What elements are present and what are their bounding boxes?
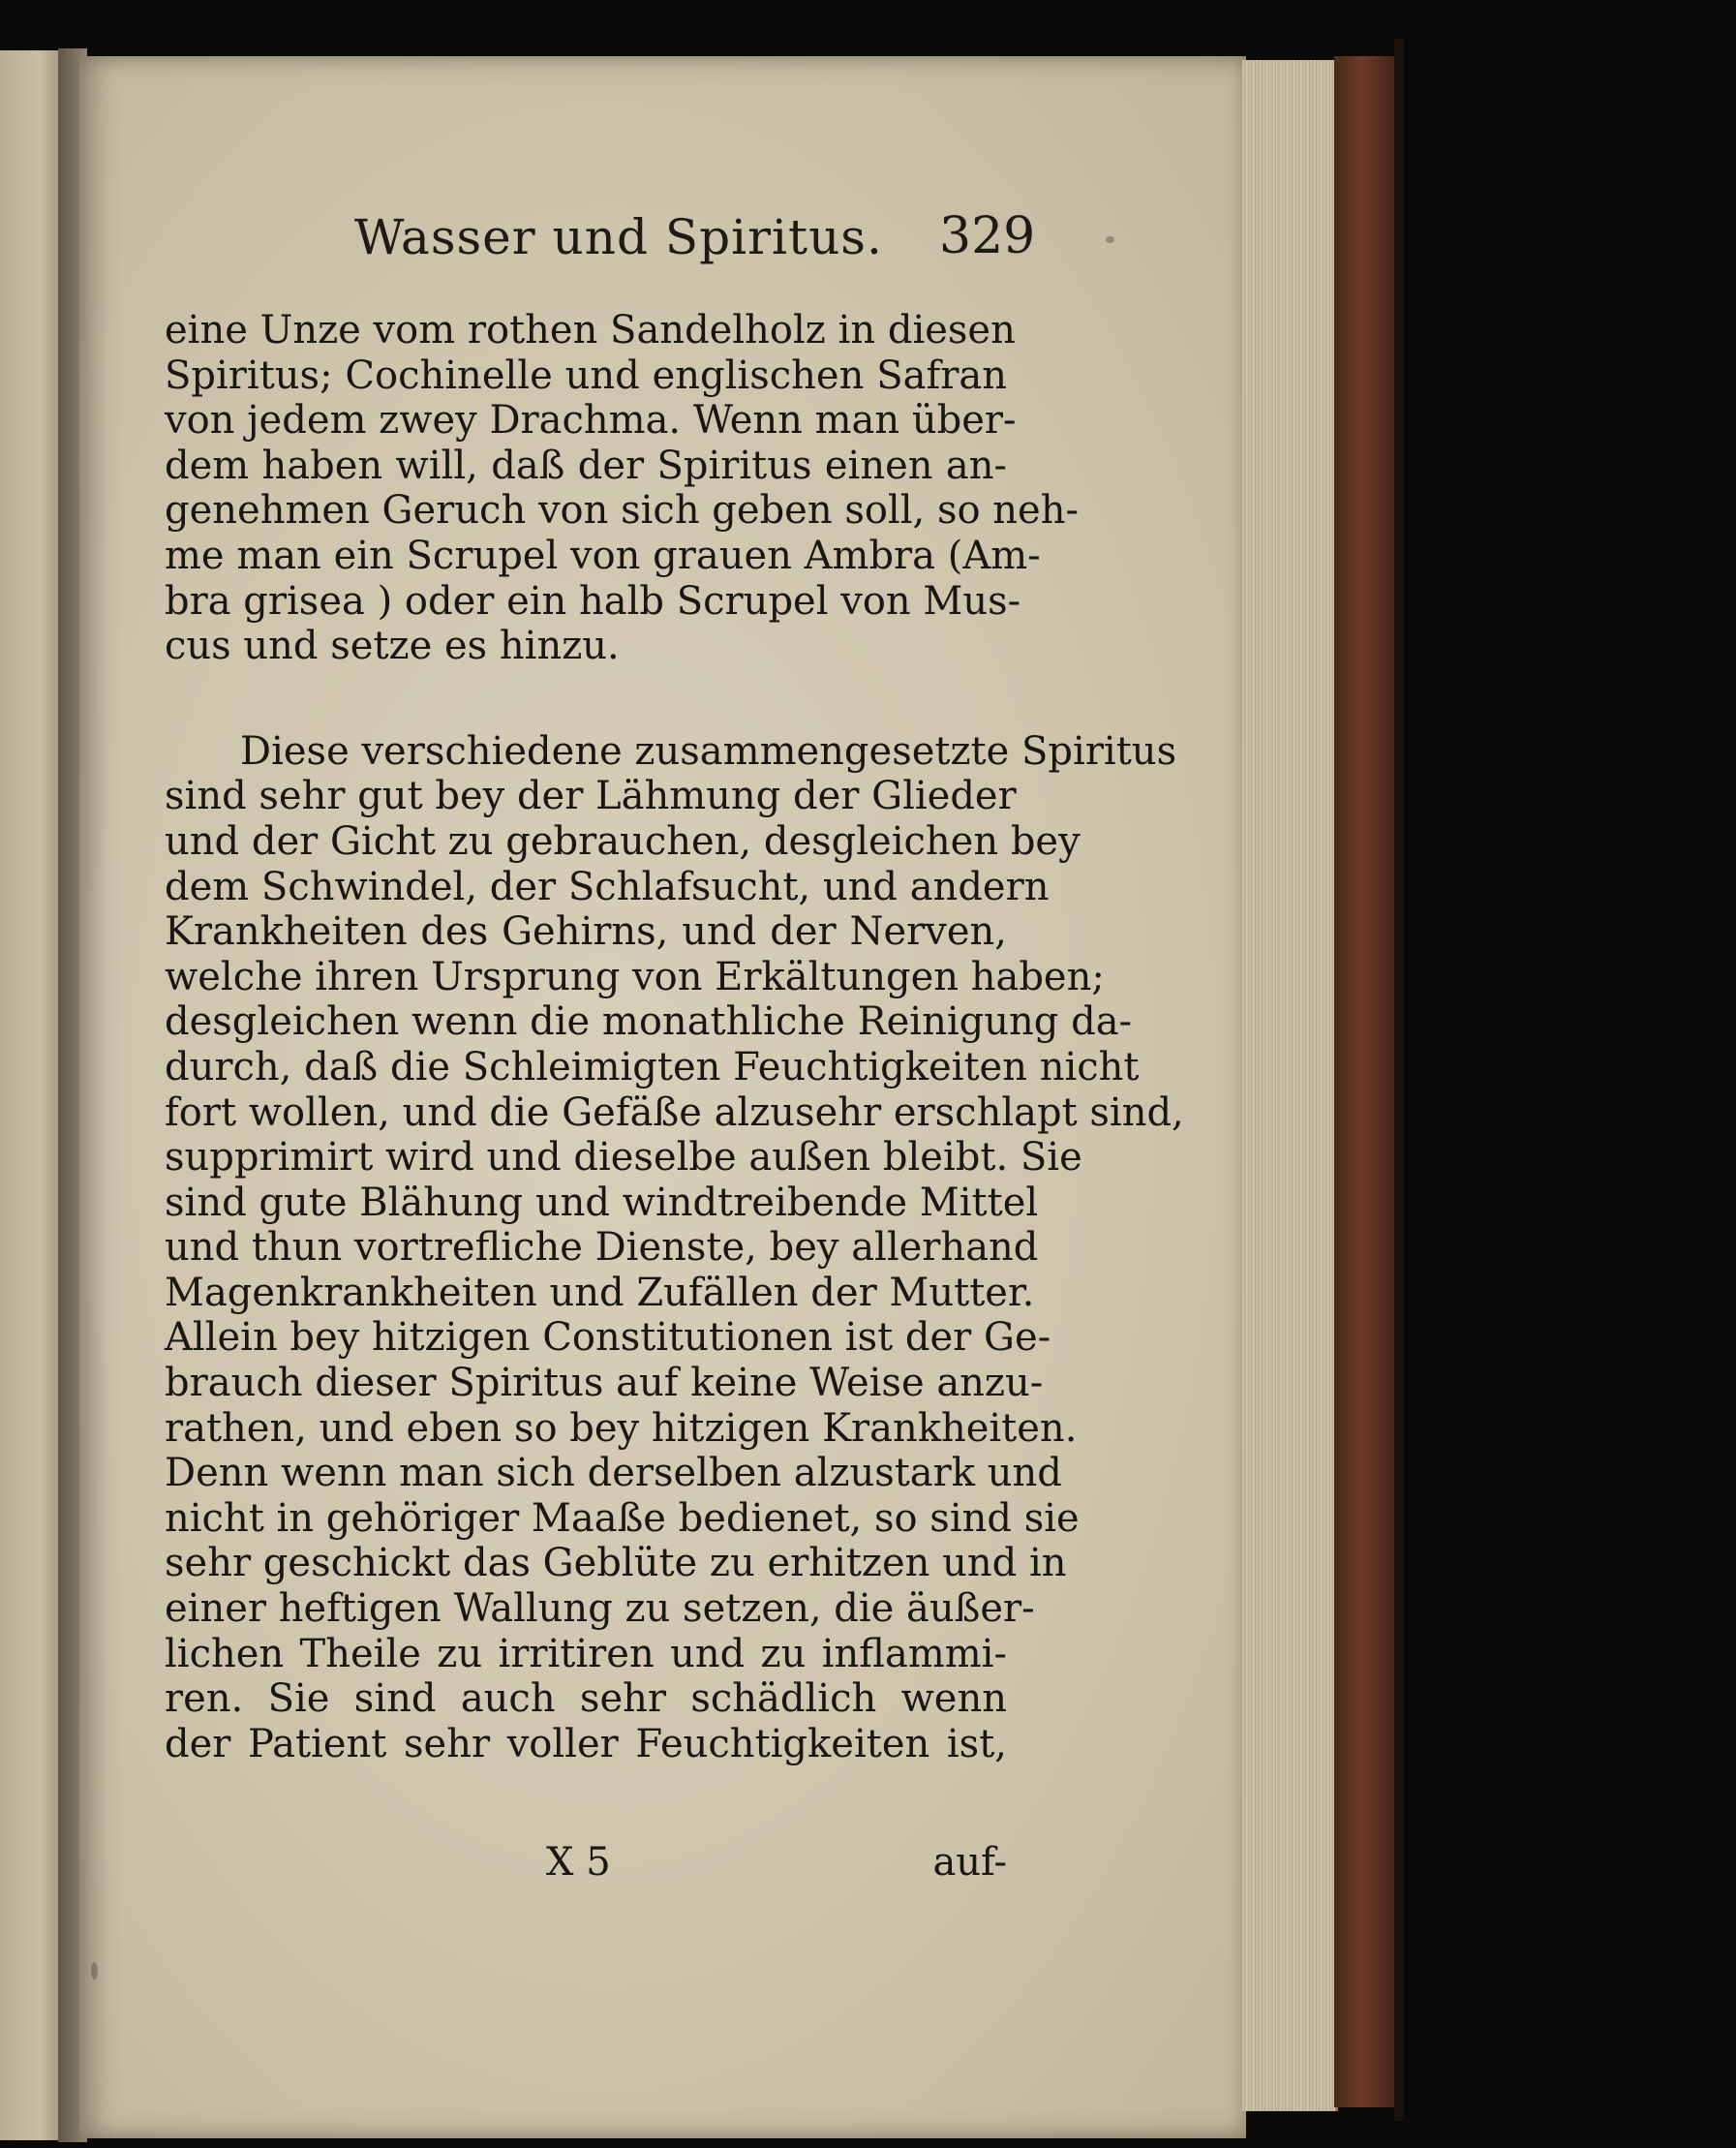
catchword: auf- (932, 1840, 1007, 1885)
text-line: welche ihren Ursprung von Erkältungen haben; (165, 954, 1105, 999)
signature-mark: X 5 (546, 1840, 611, 1885)
text-line: und der Gicht zu gebrauchen, desgleichen bey (165, 818, 1081, 864)
page-stack-edges (1242, 60, 1338, 2111)
page-number: 329 (939, 207, 1036, 265)
text-line: Allein bey hitzigen Constitutionen ist der Ge- (165, 1315, 1051, 1361)
text-line: nicht in gehöriger Maaße bedienet, so sind sie (165, 1495, 1080, 1541)
text-line: rathen, und eben so bey hitzigen Krankheiten. (165, 1405, 1078, 1451)
facing-page-edge (0, 50, 66, 2140)
text-line: cus und setze es hinzu. (165, 624, 620, 669)
text-line: sind sehr gut bey der Lähmung der Glieder (165, 774, 1017, 819)
running-title: Wasser und Spiritus. (354, 209, 883, 265)
cover-edge (1394, 39, 1404, 2121)
page-header (320, 203, 1055, 271)
text-line: bra grisea ) oder ein halb Scrupel von Mus- (165, 578, 1021, 624)
text-line: Diese verschiedene zusammengesetzte Spiritus (240, 728, 1177, 774)
paragraph (165, 308, 1079, 669)
text-line: Spiritus; Cochinelle und englischen Safran (165, 353, 1007, 398)
ink-blemish (91, 1962, 98, 1979)
text-line: genehmen Geruch von sich geben soll, so neh- (165, 488, 1079, 534)
text-line: dem Schwindel, der Schlafsucht, und andern (165, 864, 1050, 909)
text-line: sind gute Blähung und windtreibende Mittel (165, 1180, 1039, 1225)
text-line: ren. Sie sind auch sehr schädlich wenn (165, 1676, 1007, 1722)
text-line: me man ein Scrupel von grauen Ambra (Am- (165, 533, 1041, 578)
ink-blemish (1106, 236, 1114, 243)
paragraph-gap (165, 669, 1007, 729)
text-line: desgleichen wenn die monathliche Reinigung da- (165, 999, 1133, 1045)
text-line: einer heftigen Wallung zu setzen, die äußer- (165, 1586, 1035, 1632)
text-line: dem haben will, daß der Spiritus einen an- (165, 443, 1007, 488)
text-line: lichen Theile zu irritiren und zu inflammi- (165, 1631, 1007, 1676)
text-line: und thun vortrefliche Dienste, bey allerhand (165, 1225, 1039, 1271)
text-line: von jedem zwey Drachma. Wenn man über- (165, 398, 1017, 444)
text-line: Magenkrankheiten und Zufällen der Mutter. (165, 1270, 1035, 1315)
text-line: eine Unze vom rothen Sandelholz in diesen (165, 308, 1016, 353)
book-cover (1334, 56, 1402, 2107)
text-line: supprimirt wird und dieselbe außen bleibt. Sie (165, 1135, 1082, 1181)
text-line: fort wollen, und die Gefäße alzusehr erschlapt sind, (165, 1089, 1184, 1135)
text-line: Denn wenn man sich derselben alzustark und (165, 1451, 1062, 1496)
paragraph (165, 728, 1184, 1767)
page-footer (542, 1840, 1017, 1898)
text-line: Krankheiten des Gehirns, und der Nerven, (165, 909, 1007, 955)
text-line: der Patient sehr voller Feuchtigkeiten ist, (165, 1721, 1007, 1766)
body-text (165, 308, 1184, 1766)
text-line: brauch dieser Spiritus auf keine Weise anzu- (165, 1361, 1044, 1406)
text-line: sehr geschickt das Geblüte zu erhitzen und in (165, 1541, 1067, 1586)
text-line: durch, daß die Schleimigten Feuchtigkeiten nicht (165, 1044, 1140, 1089)
